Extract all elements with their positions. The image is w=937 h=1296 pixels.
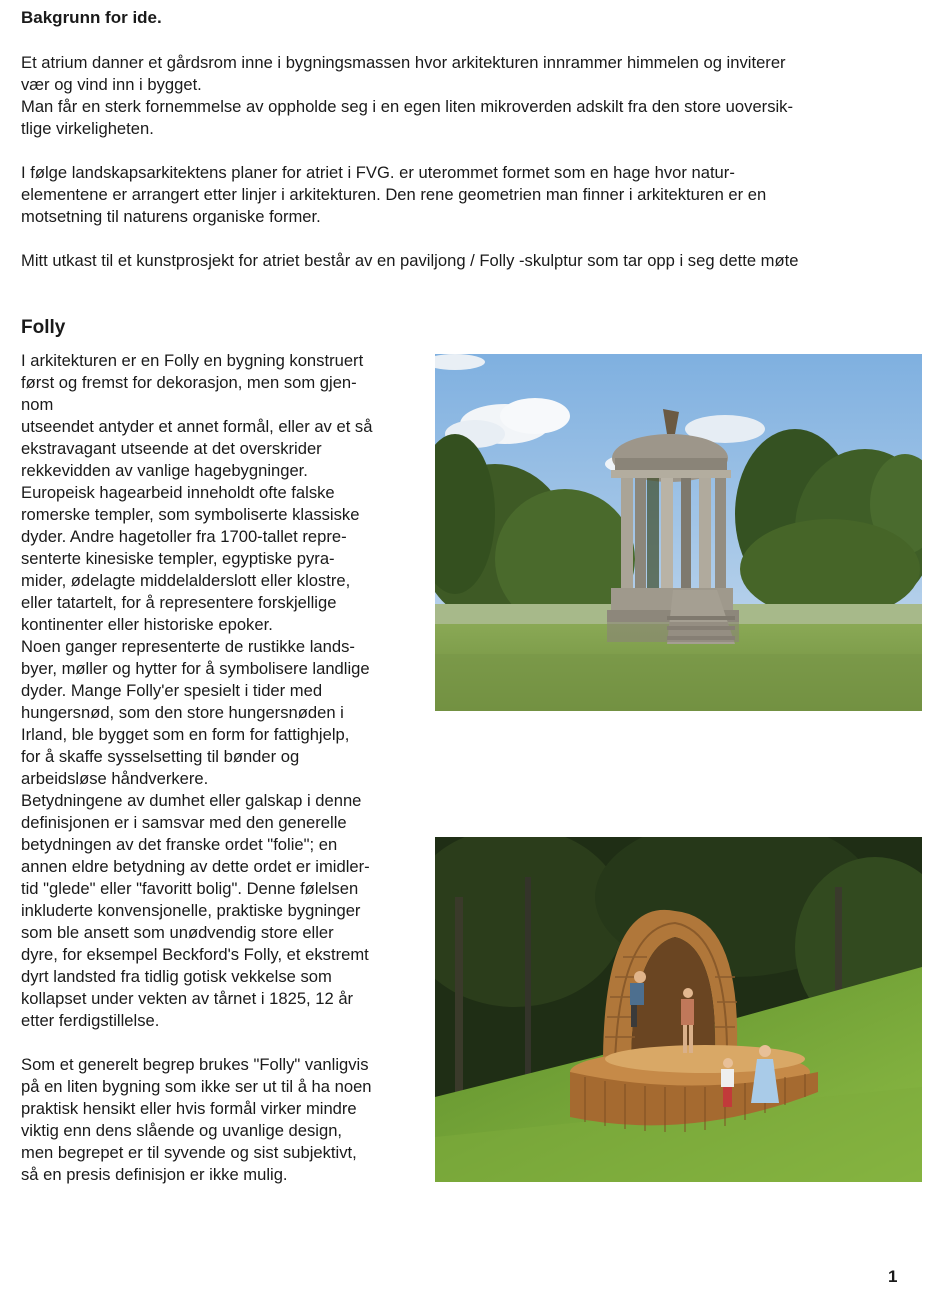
intro-paragraph: I følge landskapsarkitektens planer for atriet i FVG. er uterommet formet som en hage hvor natur- elementene er arrangert etter linjer i arkitekturen. Den rene geometrien man finner i arkitekturen er en motsetning til naturens organiske former. (21, 163, 767, 226)
intro-paragraph: Et atrium danner et gårdsrom inne i bygningsmassen hvor arkitekturen innrammer himmelen og inviterer vær og vind inn i bygget. Man får en sterk fornemmelse av oppholde seg i en egen liten mikroverden adskilt fra den store uoversik- tlige virkeligheten. (21, 53, 793, 138)
temple-folly-photo (435, 354, 922, 711)
section-heading-background: Bakgrunn for ide. (21, 8, 162, 27)
intro-paragraph: Mitt utkast til et kunstprosjekt for atriet består av en paviljong / Folly -skulptur som tar opp i seg dette møte (21, 251, 799, 270)
folly-paragraph: I arkitekturen er en Folly en bygning konstruert først og fremst for dekorasjon, men som gjen- nom utseendet antyder et annet formål, eller av et så ekstravagant utseende at det overskrider rekkevidden av vanlige hagebygninger. Europeisk hagearbeid inneholdt ofte falske romerske templer, som symboliserte klassiske dyder. Andre hagetoller fra 1700-tallet repre- senterte kinesiske templer, egyptiske pyra- mider, ødelagte middelalderslott eller klostre, eller tatartelt, for å representere forskjellige kontinenter eller historiske epoker. Noen ganger representerte de rustikke lands- byer, møller og hytter for å symbolisere landlige dyder. Mange Folly'er spesielt i tider med hungersnød, som den store hungersnøden i Irland, ble bygget som en form for fattighjelp, for å skaffe sysselsetting til bønder og arbeidsløse håndverkere. Betydningene av dumhet eller galskap i denne definisjonen er i samsvar med den generelle betydningen av det franske ordet "folie"; en annen eldre betydning av dette ordet er imidler- tid "glede" eller "favoritt bolig". Denne følelsen inkluderte konvensjonelle, praktiske bygninger som ble ansett som unødvendig store eller dyre, for eksempel Beckford's Folly, et ekstremt dyrt landsted fra tidlig gotisk vekkelse som kollapset under vekten av tårnet i 1825, 12 år etter ferdigstillelse. (21, 351, 373, 1030)
intro-text (21, 52, 901, 294)
folly-paragraph: Som et generelt begrep brukes "Folly" vanligvis på en liten bygning som ikke ser ut til å ha noen praktisk hensikt eller hvis formål virker mindre viktig enn dens slående og uvanlige design, men begrepet er til syvende og sist subjektivt, så en presis definisjon er ikke mulig. (21, 1055, 372, 1184)
wooden-pavilion-photo (435, 837, 922, 1182)
section-heading-folly: Folly (21, 317, 66, 338)
page-number: 1 (888, 1267, 898, 1286)
folly-text (21, 350, 421, 1208)
